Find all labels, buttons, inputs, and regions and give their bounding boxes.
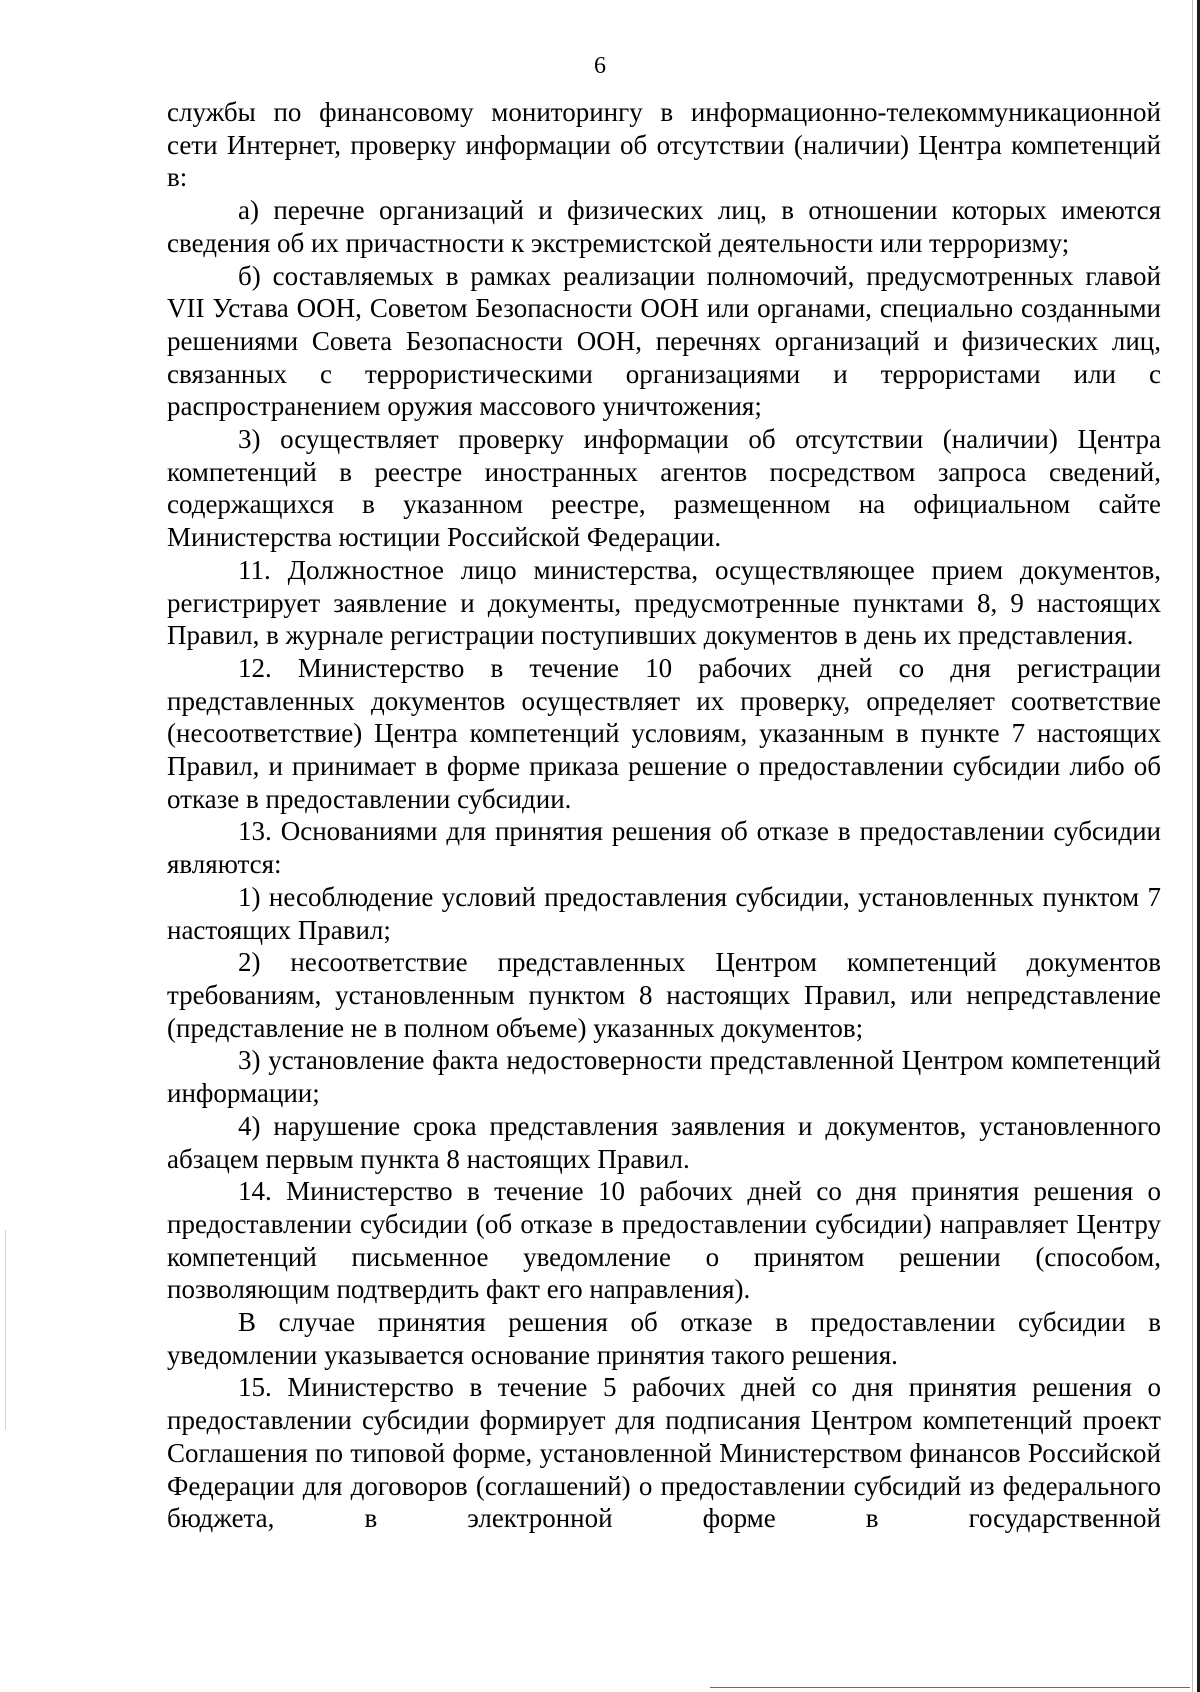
paragraph-13-item-3: 3) установление факта недостоверности представленной Центром компетенций информации; (167, 1045, 1161, 1109)
paragraph-14-notice: В случае принятия решения об отказе в предоставлении субсидии в уведомлении указывается основание принятия такого решения. (167, 1307, 1161, 1370)
paragraph-continuation: службы по финансовому мониторингу в информационно-телекоммуникационной сети Интернет, проверку информации об отсутствии (наличии) Центра компетенций в: (167, 97, 1161, 193)
paragraph-13-item-1: 1) несоблюдение условий предоставления субсидии, установленных пунктом 7 настоящих Правил; (167, 881, 1161, 945)
document-text (167, 96, 1161, 1535)
paragraph-item-a: а) перечне организаций и физических лиц, в отношении которых имеются сведения об их причастности к экстремистской деятельности или терроризму; (167, 195, 1161, 258)
paragraph-15: 15. Министерство в течение 5 рабочих дней со дня принятия решения о предоставлении субсидии формирует для подписания Центром компетенций проект Соглашения по типовой форме, установленной Министерством финансов Российской Федерации для договоров (соглашений) о предоставлении субсидий из федерального бюджета, в электронной форме в государственной (167, 1372, 1161, 1534)
paragraph-11: 11. Должностное лицо министерства, осуществляющее прием документов, регистрирует заявление и документы, предусмотренные пунктами 8, 9 настоящих Правил, в журнале регистрации поступивших документов в день их представления. (167, 554, 1161, 651)
scan-edge-light (1192, 0, 1193, 1692)
scan-bottom-line (710, 1687, 1190, 1688)
scan-left-mark (5, 1230, 6, 1430)
paragraph-item-b: б) составляемых в рамках реализации полномочий, предусмотренных главой VII Устава ООН, Советом Безопасности ООН или органами, специально созданными решениями Совета Безопасности ООН, перечнях организаций и физических лиц, связанных с террористическими организациями и террористами или с распространением оружия массового уничтожения; (167, 260, 1161, 422)
page-number: 6 (594, 53, 606, 79)
paragraph-12: 12. Министерство в течение 10 рабочих дней со дня регистрации представленных документов осуществляет их проверку, определяет соответствие (несоответствие) Центра компетенций условиям, указанным в пункте 7 настоящих Правил, и принимает в форме приказа решение о предоставлении субсидии либо об отказе в предоставлении субсидии. (167, 652, 1161, 814)
paragraph-13-item-4: 4) нарушение срока представления заявления и документов, установленного абзацем первым пункта 8 настоящих Правил. (167, 1110, 1161, 1174)
paragraph-item-3: 3) осуществляет проверку информации об отсутствии (наличии) Центра компетенций в реестре иностранных агентов посредством запроса сведений, содержащихся в указанном реестре, размещенном на официальном сайте Министерства юстиции Российской Федерации. (167, 424, 1161, 553)
paragraph-13: 13. Основаниями для принятия решения об отказе в предоставлении субсидии являются: (167, 816, 1161, 880)
paragraph-14: 14. Министерство в течение 10 рабочих дней со дня принятия решения о предоставлении субсидии (об отказе в предоставлении субсидии) направляет Центру компетенций письменное уведомление о принятом решении (способом, позволяющим подтвердить факт его направления). (167, 1176, 1161, 1305)
paragraph-13-item-2: 2) несоответствие представленных Центром компетенций документов требованиям, установленным пунктом 8 настоящих Правил, или непредставление (представление не в полном объеме) указанных документов; (167, 947, 1161, 1043)
